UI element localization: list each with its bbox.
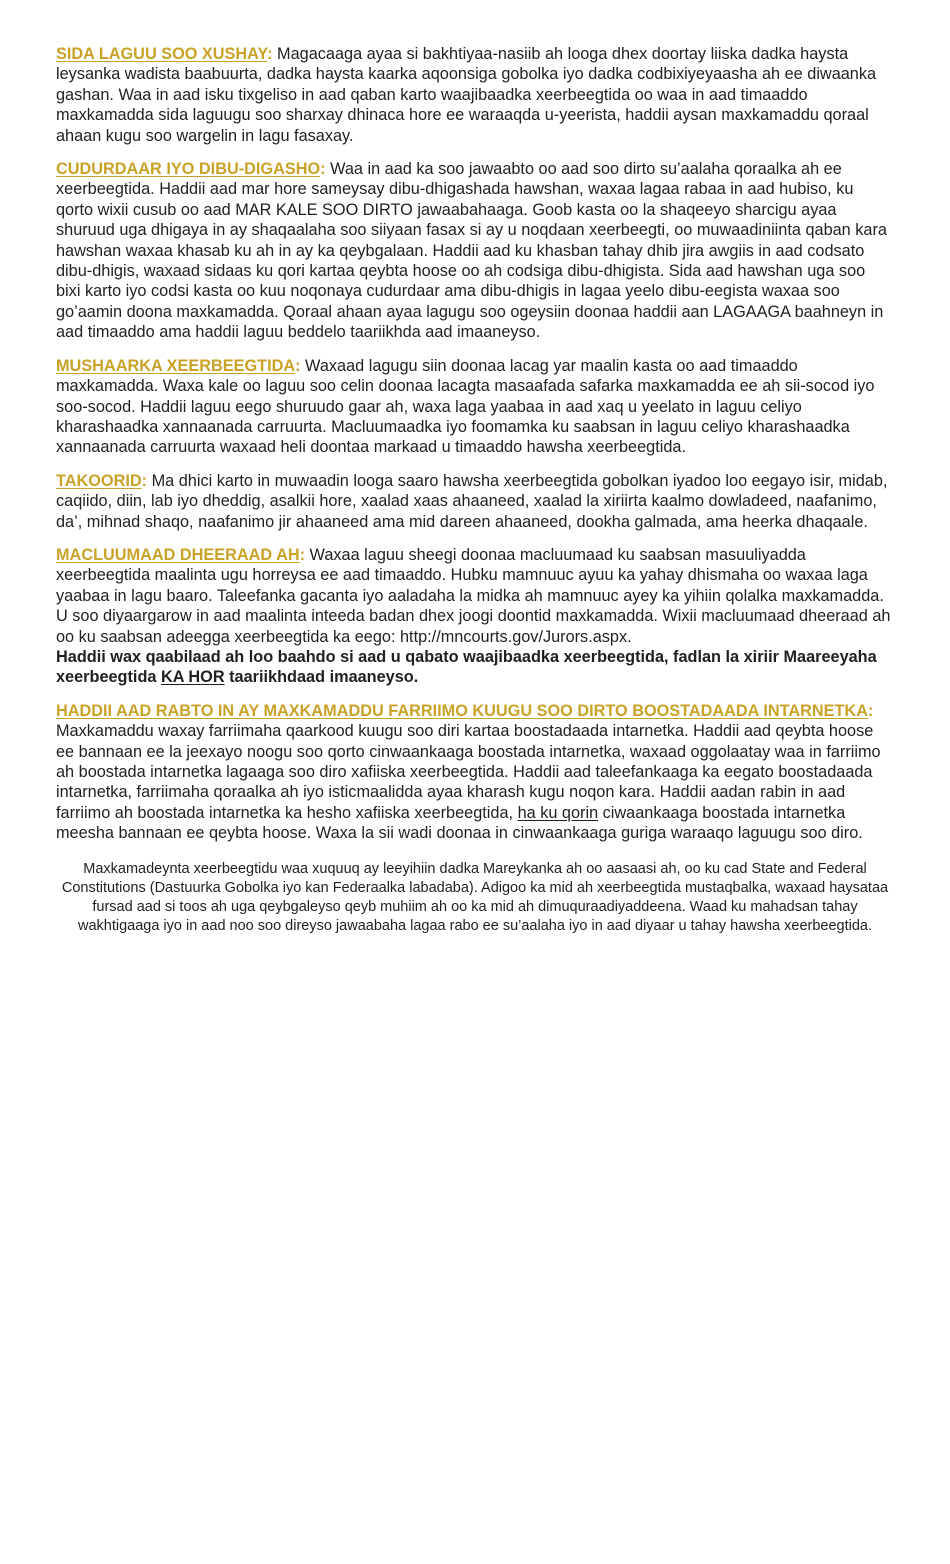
- section-body-excuse: Waa in aad ka soo jawaabto oo aad soo dirto su’aalaha qoraalka ah ee xeerbeegtida. Haddii aad mar hore sameysay dibu-dhigashada hawshan, waxaa lagaa rabaa in aad hubiso, ku qorto wixii cusub oo aad MAR KALE SOO DIRTO jawaabahaaga. Goob kasta oo la shaqeeyo sharcigu ayaa shuruud uga dhigaya in ay shaqaalaha soo siiyaan fasax si ay u noqdaan xeerbeegti, oo muwaadiniinta qaban kara hawshan waxaa khasab ku ah in ay ka qeybgalaan. Haddii aad ku khasban tahay dhib jira awgiis in aad codsato dibu-dhigis, waxaad sidaas ku qori kartaa qeybta hoose oo ah codsiga dibu-dhigista. Sida aad hawshan uga soo bixi karto iyo codsi kasta oo kuu noqonaya cudurdaar ama dibu-dhigis in lagaa yeelo dibu-eegista waxaa soo go’aamin doona maxkamadda. Qoraal ahaan ayaa lagugu soo ogeysiin doonaa haddii aan LAGAAGA baahneyn in aad timaaddo ama haddii laguu beddelo taariikhda aad imaaneyso.: [56, 160, 887, 342]
- section-heading-pay: MUSHAARKA XEERBEEGTIDA: [56, 356, 296, 375]
- section-discrimination: [56, 471, 894, 532]
- section-body-email: Maxkamaddu waxay farriimaha qaarkood kuugu soo diri kartaa boostadaada intarnetka. Haddii aad qeybta hoose ee bannaan ee la jeexayo noogu soo qorto cinwaankaaga boostada intarnetka, waxaad oggolaatay waa in farriimo ah boostada intarnetka lagaaga soo diro xafiiska xeerbeegtida. Haddii aad taleefankaaga ka eegato boostadaada intarnetka, farriimaha qoraalka ah iyo isticmaalidda ayaa kharash kugu noqon kara. Haddii aadan rabin in aad farriimo ah boostada intarnetka ka hesho xafiiska xeerbeegtida,: [56, 722, 881, 822]
- heading-colon: :: [267, 45, 273, 63]
- section-body-more-info: Waxaa laguu sheegi doonaa macluumaad ku saabsan masuuliyadda xeerbeegtida maalinta ugu horreysa ee aad timaaddo. Hubku mamnuuc ayuu ka yahay dhismaha oo waxaa laga yaabaa in lagu baaro. Taleefanka gacanta iyo aaladaha la midka ah mamnuuc ayey ka yihiin qolalka maxkamadda. U soo diyaargarow in aad maalinta inteeda badan dhex joogi doontid maxkamadda. Wixii macluumaad dheeraad ah oo ku saabsan adeegga xeerbeegtida ka eego: http://mncourts.gov/Jurors.aspx.: [56, 545, 891, 646]
- accommodation-notice-tail: taariikhdaad imaaneyso.: [224, 668, 419, 687]
- closing-statement: Maxkamadeynta xeerbeegtidu waa xuquuq ay leeyihiin dadka Mareykanka ah oo aasaasi ah, oo ku cad State and Federal Constitutions (Dastuurka Gobolka iyo kan Federaalka labadaba). Adigoo ka mid ah xeerbeegtida mustaqbalka, waxaad haysataa fursad aad si toos ah uga qeybgaleyso qeyb muhiim ah oo ka mid ah dimuquraadiyaddeena. Waad ku mahadsan tahay wakhtigaaga iyo in aad noo soo direyso jawaabaha lagaa rabo ee su’aalaha iyo in aad diyaar u tahay hawsha xeerbeegtida.: [61, 860, 889, 934]
- heading-colon: :: [141, 471, 148, 490]
- section-heading-email: HADDII AAD RABTO IN AY MAXKAMADDU FARRIIMO KUUGU SOO DIRTO BOOSTADAADA INTARNETKA: [56, 701, 868, 720]
- email-opt-out-emphasis: ha ku qorin: [517, 803, 599, 822]
- section-selection: [56, 44, 894, 146]
- section-more-info: [56, 545, 894, 688]
- section-pay: [56, 356, 894, 458]
- section-email: [56, 701, 894, 844]
- section-body-discrimination: Ma dhici karto in muwaadin looga saaro hawsha xeerbeegtida gobolkan iyadoo loo eegayo isir, midab, caqiido, diin, lab iyo dheddig, asalkii hore, xaalad xaas ahaaneed, xaalad la xiriirta kaalmo dowladeed, naafanimo, da’, mihnad shaqo, naafanimo jir ahaaneed ama mid dareen ahaaneed, dookha galmada, ama heerka dhaqaale.: [56, 471, 888, 531]
- section-body-pay: Waxaad lagugu siin doonaa lacag yar maalin kasta oo aad timaaddo maxkamadda. Waxa kale oo laguu soo celin doonaa lacagta masaafada safarka maxkamadda ee ah sii-socod iyo soo-socod. Haddii laguu eego shuruudo gaar ah, waxa laga yaabaa in aad xaq u yeelato in laguu celiyo kharashaadka xannaanada carruurta. Macluumaadka iyo foomamka ku saabsan in laguu celiyo kharashaadka xannaanada carruurta waxaad heli doontaa markaad u timaaddo hawsha xeerbeegtida.: [56, 356, 875, 457]
- heading-colon: :: [320, 160, 326, 179]
- section-heading-more-info: MACLUUMAAD DHEERAAD AH: [56, 545, 300, 564]
- accommodation-notice-emphasis: KA HOR: [160, 668, 225, 687]
- accommodation-notice: Haddii wax qaabilaad ah loo baahdo si aad u qabato waajibaadka xeerbeegtida, fadlan la xiriir Maareeyaha xeerbeegtida: [56, 647, 877, 687]
- section-excuse: [56, 159, 894, 343]
- section-body-email-tail: ciwaankaaga boostada intarnetka meesha bannaan ee qeybta hoose. Waxa la sii wadi doonaa in cinwaankaaga guriga waraaqo laguugu soo diro.: [56, 803, 863, 843]
- section-body-selection: Magacaaga ayaa si bakhtiyaa-nasiib ah looga dhex doortay liiska dadka haysta leysanka wadista baabuurta, dadka haysta kaarka aqoonsiga gobolka iyo dadka codbixiyeyaasha ah ee diwaanka gashan. Waa in aad isku tixgeliso in aad qaban karto waajibaadka xeerbeegtida oo waa in aad timaaddo maxkamadda sida laguugu soo sharxay dhinaca hore ee waraaqda u-yeerista, haddii aysan maxkamaddu qoraal ahaan kugu soo wargelin in lagu fasaxay.: [56, 45, 877, 145]
- section-heading-excuse: CUDURDAAR IYO DIBU-DIGASHO: [56, 160, 321, 179]
- heading-colon: :: [299, 545, 306, 564]
- section-heading-discrimination: TAKOORID: [56, 471, 142, 490]
- heading-colon: :: [295, 356, 301, 375]
- heading-colon: :: [867, 701, 874, 720]
- section-heading-selection: SIDA LAGUU SOO XUSHAY: [56, 45, 268, 63]
